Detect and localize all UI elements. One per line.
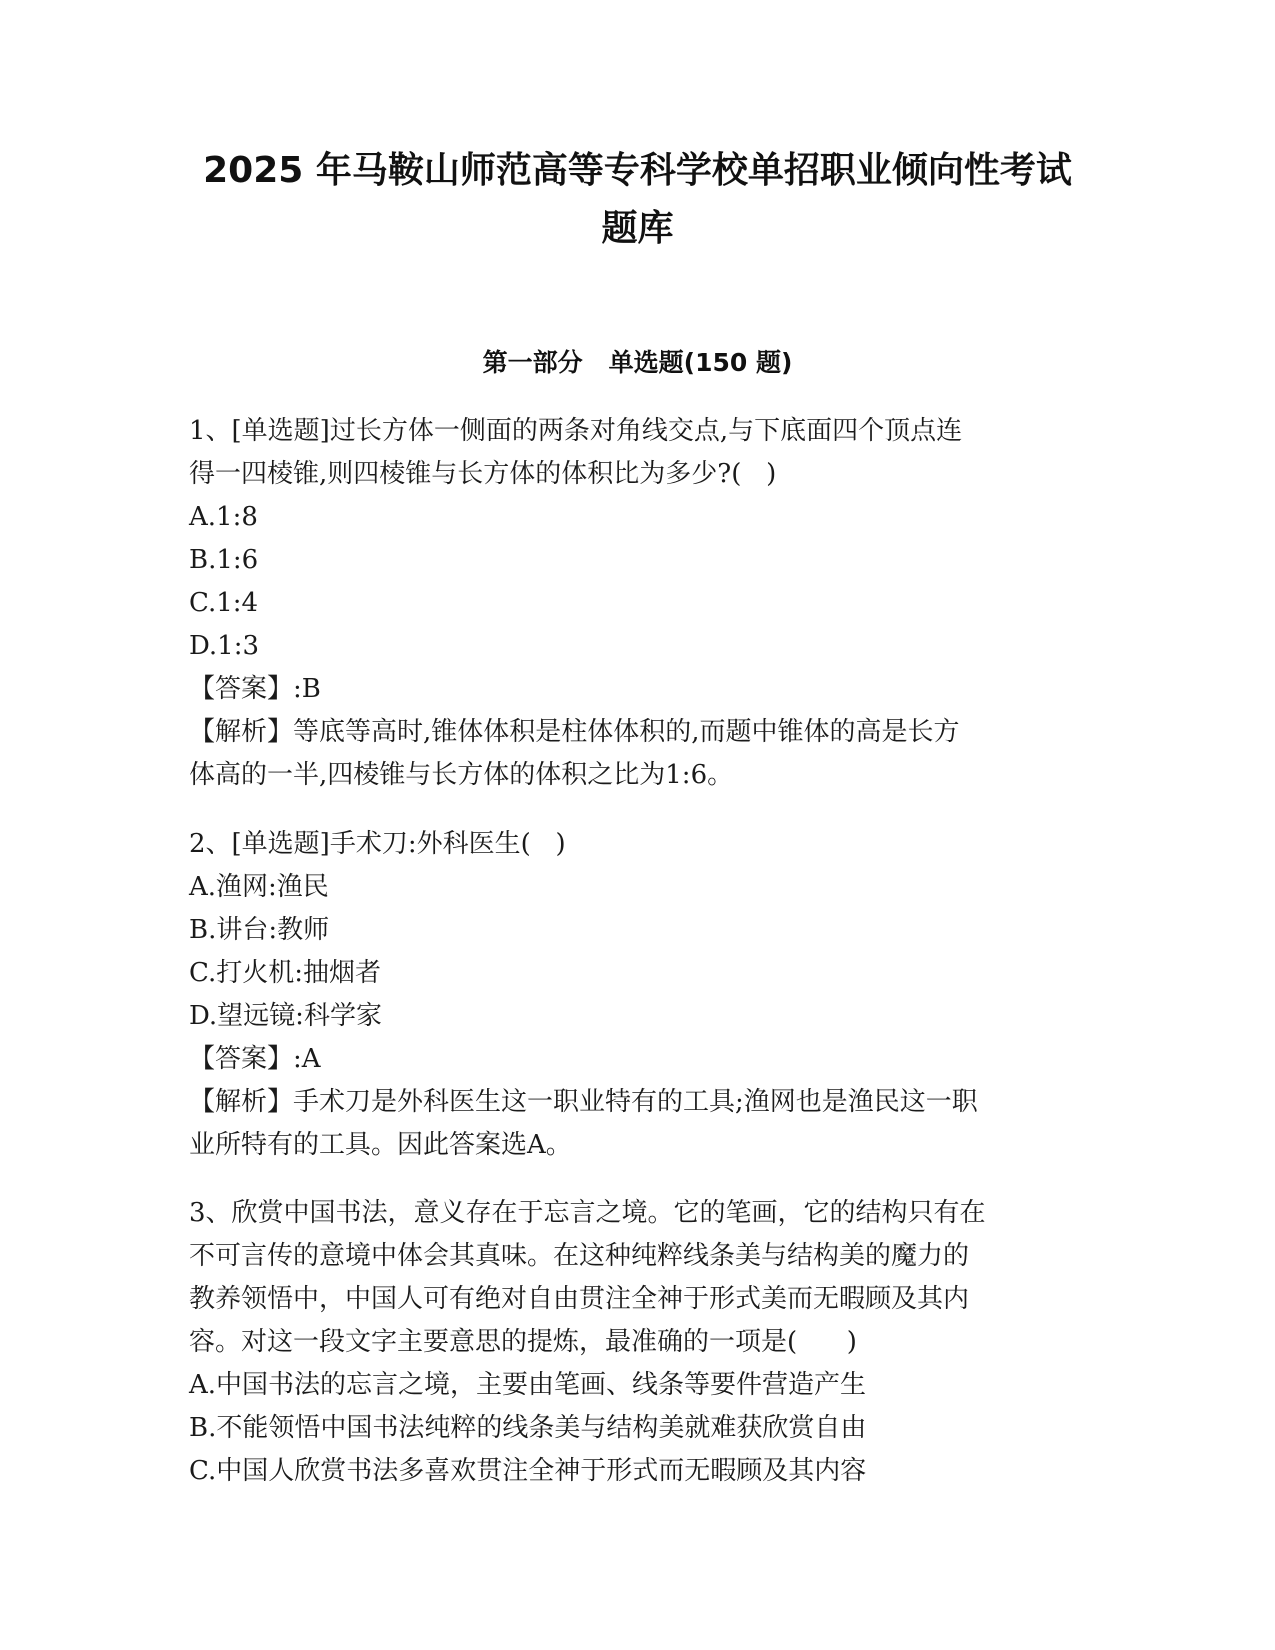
explanation-line: 体高的一半,四棱锥与长方体的体积之比为1:6。 <box>189 760 734 790</box>
option-c: C.中国人欣赏书法多喜欢贯注全神于形式而无暇顾及其内容 <box>189 1456 867 1486</box>
option-a: A.中国书法的忘言之境，主要由笔画、线条等要件营造产生 <box>189 1370 867 1400</box>
option-a: A.1:8 <box>189 502 258 532</box>
answer-line: 【答案】:B <box>189 674 321 704</box>
option-b: B.讲台:教师 <box>189 915 330 945</box>
question-2 <box>189 823 1089 1167</box>
option-a: A.渔网:渔民 <box>189 872 329 902</box>
option-b: B.1:6 <box>189 545 259 575</box>
question-3 <box>189 1192 1089 1493</box>
option-c: C.打火机:抽烟者 <box>189 958 381 988</box>
option-b: B.不能领悟中国书法纯粹的线条美与结构美就难获欣赏自由 <box>189 1413 867 1443</box>
explanation-line: 【解析】等底等高时,锥体体积是柱体体积的,而题中锥体的高是长方 <box>189 717 960 747</box>
question-1 <box>189 410 1089 797</box>
question-stem-line: 容。对这一段文字主要意思的提炼，最准确的一项是( ) <box>189 1327 857 1357</box>
option-c: C.1:4 <box>189 588 259 618</box>
question-stem-line: 得一四棱锥,则四棱锥与长方体的体积比为多少?( ) <box>189 459 777 489</box>
document-title <box>160 142 1115 258</box>
option-d: D.望远镜:科学家 <box>189 1001 382 1031</box>
document-title-line-2: 题库 <box>601 208 674 249</box>
explanation-line: 【解析】手术刀是外科医生这一职业特有的工具;渔网也是渔民这一职 <box>189 1087 978 1117</box>
question-stem-line: 2、[单选题]手术刀:外科医生( ) <box>189 829 566 859</box>
option-d: D.1:3 <box>189 631 260 661</box>
section-heading: 第一部分 单选题(150 题) <box>482 348 793 377</box>
question-stem-line: 3、欣赏中国书法，意义存在于忘言之境。它的笔画，它的结构只有在 <box>189 1198 986 1228</box>
document-title-line-1: 2025 年马鞍山师范高等专科学校单招职业倾向性考试 <box>203 150 1072 191</box>
answer-line: 【答案】:A <box>189 1044 321 1074</box>
question-stem-line: 1、[单选题]过长方体一侧面的两条对角线交点,与下底面四个顶点连 <box>189 416 963 446</box>
question-stem-line: 不可言传的意境中体会其真味。在这种纯粹线条美与结构美的魔力的 <box>189 1241 970 1271</box>
explanation-line: 业所特有的工具。因此答案选A。 <box>189 1130 572 1160</box>
question-stem-line: 教养领悟中，中国人可有绝对自由贯注全神于形式美而无暇顾及其内 <box>189 1284 970 1314</box>
